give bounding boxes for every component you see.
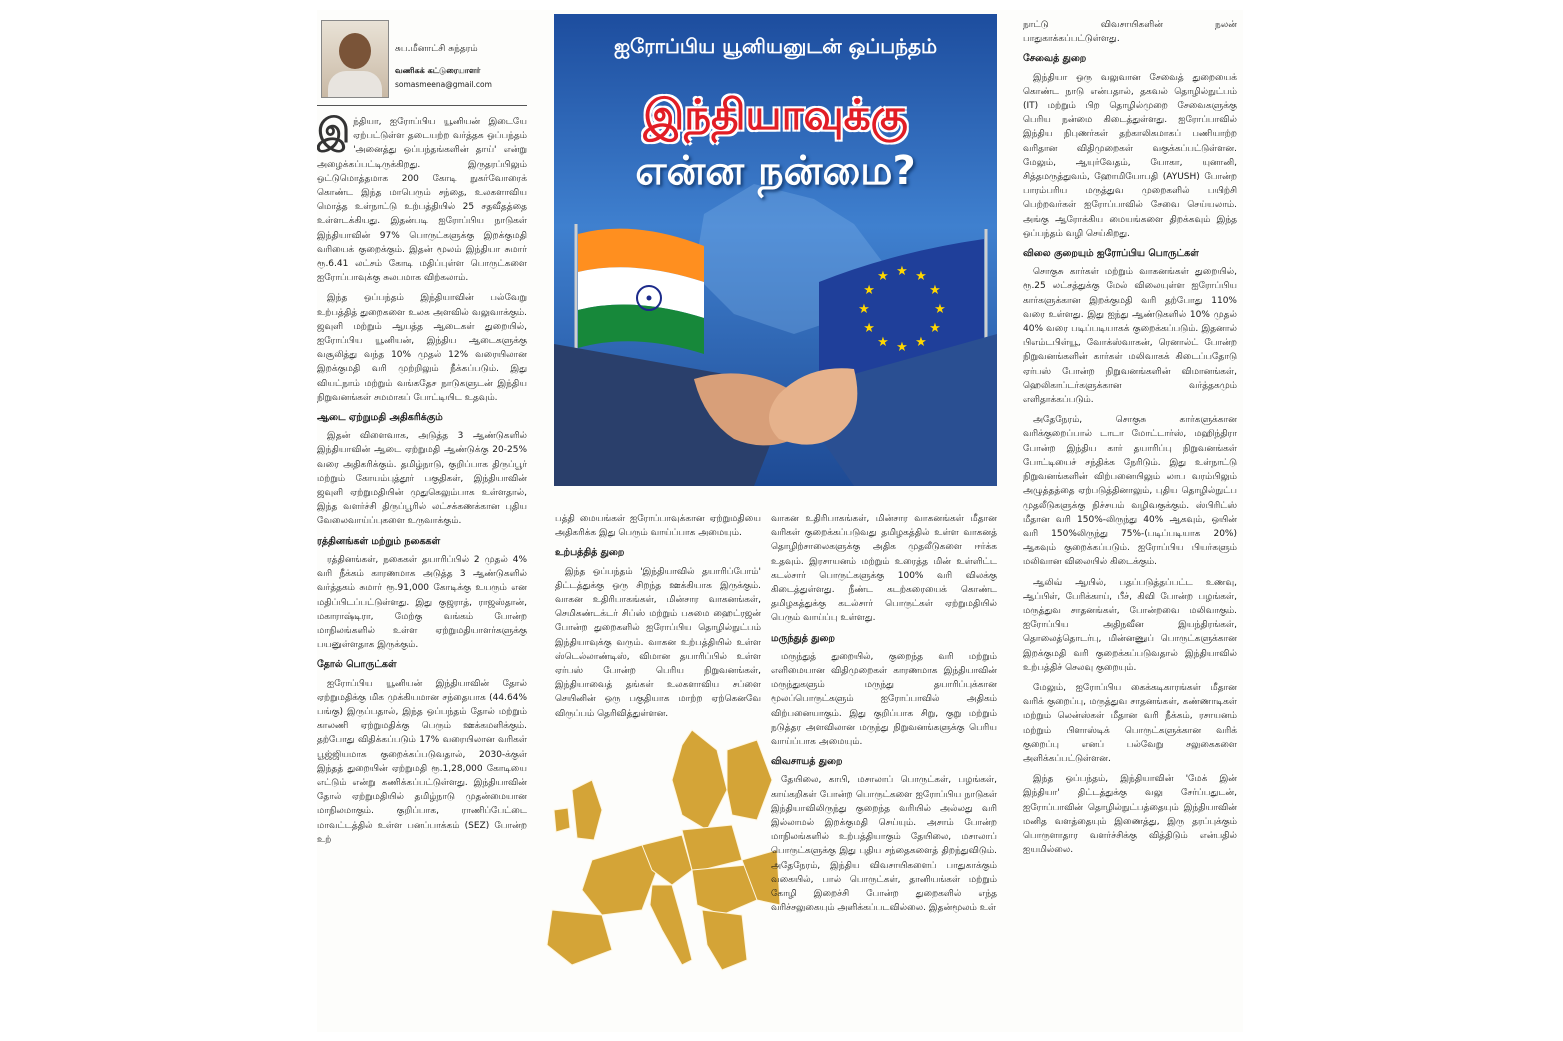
eu-star-icon: ★ bbox=[915, 269, 927, 285]
paragraph: வாகன உதிரிபாகங்கள், மின்சார வாகனங்கள் மீதான வரிகள் குறைக்கப்படுவது தமிழகத்தில் உள்ள வாகனத் தொழிற்சாலைகளுக்கு அதிக முதலீடுகளை ஈர்க்க உதவும். இரசாயனம் மற்றும் உரைத்த மின் உள்ளிட்ட கடல்சார் பொருட்களுக்கு 100% வரி விலக்கு கிடைத்துள்ளது. நீண்ட கடற்கரையைக் கொண்ட தமிழகத்துக்கு கடல்சார் பொருட்கள் ஏற்றுமதியில் பெரும் வாய்ப்பு உள்ளது. bbox=[771, 514, 997, 624]
eu-star-icon: ★ bbox=[915, 334, 927, 350]
eu-star-icon: ★ bbox=[929, 283, 941, 298]
banner-headline-line2: என்ன நன்மை? bbox=[635, 148, 916, 194]
eu-star-icon: ★ bbox=[896, 264, 908, 279]
author-photo bbox=[321, 20, 389, 98]
author-email: somasmeena@gmail.com bbox=[395, 80, 492, 89]
italy bbox=[650, 885, 692, 965]
column-3 bbox=[771, 512, 997, 1027]
subheading: உற்பத்தித் துறை bbox=[555, 547, 625, 559]
paragraph: இதன் விளைவாக, அடுத்த 3 ஆண்டுகளில் இந்தியாவின் ஆடை ஏற்றுமதி ஆண்டுக்கு 20-25% வரை அதிகரிக்கும். தமிழ்நாடு, குறிப்பாக திருப்பூர் மற்றும் கோயம்புத்தூர் பகுதிகள், இந்தியாவின் ஜவுளி ஏற்றுமதியின் முதுகெலும்பாக உள்ளதால், இந்த வளர்ச்சி திருப்பூரில் லட்சக்கணக்கான புதிய வேலைவாய்ப்புகளை உருவாக்கும். bbox=[317, 431, 527, 527]
author-name: சுப.மீனாட்சி சுந்தரம் bbox=[395, 44, 478, 54]
paragraph: பத்தி மையங்கள் ஐரோப்பாவுக்கான ஏற்றுமதியை அதிகரிக்க இது பெரும் வாய்ப்பாக அமையும். bbox=[555, 514, 761, 539]
scandinavia bbox=[672, 730, 727, 830]
banner-artwork bbox=[554, 14, 997, 486]
headline-banner bbox=[554, 14, 997, 486]
eu-star-icon: ★ bbox=[877, 334, 889, 350]
eu-star-icon: ★ bbox=[934, 302, 946, 317]
paragraph: ஐரோப்பிய யூனியன் இந்தியாவின் தோல் ஏற்றுமதிக்கு மிக முக்கியமான சந்தையாக (44.64% பங்கு) இருப்பதால், இந்த ஒப்பந்தம் தோல் மற்றும் காலணி ஏற்றுமதிக்கு பெரும் ஊக்கமளிக்கும். தற்போது விதிக்கப்படும் 17% வரையிலான வரிகள் பூஜ்ஜியமாக குறைக்கப்படுவதால், 2030-க்குள் இந்தத் துறையின் ஏற்றுமதி ரூ.1,28,000 கோடியை எட்டும் என்று கணிக்கப்பட்டுள்ளது. இந்தியாவின் தோல் ஏற்றுமதியில் தமிழ்நாடு முதன்மையான மாநிலமாகும். குறிப்பாக, ராணிப்பேட்டை மாவட்டத்தில் உள்ள பனப்பாக்கம் (SEZ) போன்ற உற் bbox=[317, 678, 527, 845]
poland bbox=[682, 825, 742, 870]
paragraph: இந்த ஒப்பந்தம், இந்தியாவின் 'மேக் இன் இந்தியா' திட்டத்துக்கு வலு சேர்ப்பதுடன், ஐரோப்பாவின் தொழில்நுட்பத்தையும் இந்தியாவின் மனித வளத்தையும் இணைத்து, இரு தரப்புக்கும் பொருளாதார வளர்ச்சிக்கு வித்திடும் என்பதில் ஐயமில்லை. bbox=[1023, 774, 1237, 856]
author-shirt bbox=[328, 71, 382, 98]
europe-map-graphic bbox=[532, 720, 782, 1030]
subheading: சேவைத் துறை bbox=[1023, 53, 1087, 65]
uk bbox=[572, 780, 602, 840]
subheading: விவசாயத் துறை bbox=[771, 756, 843, 768]
europe-map bbox=[532, 720, 782, 1030]
india-flag bbox=[578, 229, 704, 354]
eu-star-icon: ★ bbox=[858, 302, 870, 317]
paragraph: தேயிலை, காபி, மசாலாப் பொருட்கள், பழங்கள், காய்கறிகள் போன்ற பொருட்களை ஐரோப்பிய நாடுகள் இந்தியாவிலிருந்து குறைந்த வரியில் அல்லது வரி இல்லாமல் இறக்குமதி செய்யும். அசாம் போன்ற மாநிலங்களில் உற்பத்தியாகும் தேயிலை, மசாலாப் பொருட்களுக்கு இது புதிய சந்தைகளைத் திறந்துவிடும். அதேநேரம், இந்திய விவசாயிகளைப் பாதுகாக்கும் வகையில், பால் பொருட்கள், தானியங்கள் மற்றும் கோழி இறைச்சி போன்ற துறைகளில் எந்த வரிச்சலுகையும் அளிக்கப்படவில்லை. இதன்மூலம் உள் bbox=[771, 775, 997, 914]
eu-star-icon: ★ bbox=[863, 321, 875, 336]
paragraph: அதேநேரம், சொகுசு கார்களுக்கான வரிக்குறைப்பால் டாடா மோட்டார்ஸ், மஹிந்திரா போன்ற இந்திய கார் தயாரிப்பு நிறுவனங்கள் போட்டியைச் சந்திக்க நேரிடும். இது உள்நாட்டு நிறுவனங்களின் விற்பனையிலும் லாப வரம்பிலும் அழுத்தத்தை ஏற்படுத்தினாலும், புதிய தொழில்நுட்ப முதலீடுகளுக்கு நிச்சயம் வழிவகுக்கும். ஸ்பிரிட்ஸ் மீதான வரி 150%-லிருந்து 40% ஆகவும், ஒயின் வரி 150%லிருந்து 75%-(படிப்படியாக 20%) ஆகவும் குறைக்கப்படும். ஐரோப்பிய பியர்களும் மலிவான விலையில் கிடைக்கும். bbox=[1023, 415, 1237, 568]
author-role: வணிகக் கட்டுரையாளர் bbox=[395, 66, 481, 75]
paragraph: மருந்துத் துறையில், குறைந்த வரி மற்றும் எளிமையான விதிமுறைகள் காரணமாக இந்தியாவின் மருந்துகளும் மருந்து தயாரிப்புக்கான மூலப்பொருட்களும் ஐரோப்பாவில் அதிகம் விற்பனையாகும். இது குறிப்பாக சிறு, குறு மற்றும் நடுத்தர அளவிலான மருந்து நிறுவனங்களுக்கு பெரிய வாய்ப்பாக அமையும். bbox=[771, 651, 997, 748]
ireland bbox=[554, 808, 570, 832]
banner-headline-line1: இந்தியாவுக்கு bbox=[643, 90, 908, 139]
iberia bbox=[547, 910, 612, 965]
subheading: தோல் பொருட்கள் bbox=[317, 659, 397, 671]
author-head bbox=[339, 33, 371, 69]
finland bbox=[727, 740, 772, 820]
subheading: ஆடை ஏற்றுமதி அதிகரிக்கும் bbox=[317, 412, 443, 424]
drop-cap: இ bbox=[317, 115, 351, 151]
paragraph: நாட்டு விவசாயிகளின் நலன் பாதுகாக்கப்பட்டுள்ளது. bbox=[1023, 20, 1237, 45]
paragraph: மேலும், ஐரோப்பிய கைக்கடிகாரங்கள் மீதான வரிக் குறைப்பு, மருத்துவ சாதனங்கள், கண்ணாடிகள் மற்றும் லென்ஸ்கள் மீதான வரி நீக்கம், ரசாயனம் மற்றும் பிளாஸ்டிக் பொருட்களுக்கான வரிக் குறைப்பு எனப் பல்வேறு சலுகைகளை அளிக்கப்பட்டுள்ளன. bbox=[1023, 682, 1237, 764]
author-divider bbox=[317, 105, 527, 106]
eu-star-icon: ★ bbox=[863, 283, 875, 298]
paragraph: ஆலிவ் ஆயில், பதப்படுத்தப்பட்ட உணவு, ஆப்பிள், பேரிக்காய், பீச், கிவி போன்ற பழங்கள், மருத்துவ சாதனங்கள், போன்றவை மலிவாகும். ஐரோப்பிய அதிநவீன இயந்திரங்கள், தொலைத்தொடர்பு, மின்னணுப் பொருட்களுக்கான இறக்குமதி வரி குறைக்கப்படுவதால் இந்தியாவில் உற்பத்திச் செலவு குறையும். bbox=[1023, 577, 1237, 673]
subheading: ரத்தினங்கள் மற்றும் நகைகள் bbox=[317, 535, 441, 547]
subheading: விலை குறையும் ஐரோப்பிய பொருட்கள் bbox=[1023, 248, 1199, 260]
balkans-south bbox=[702, 910, 747, 970]
paragraph: இந்தியா ஒரு வலுவான சேவைத் துறையைக் கொண்ட நாடு என்பதால், தகவல் தொழில்நுட்பம் (IT) மற்றும் பிற தொழில்முறை சேவைகளுக்கு பெரிய நன்மை கிடைத்துள்ளது. ஐரோப்பாவில் இந்திய நிபுணர்கள் தற்காலிகமாகப் பணியாற்ற வரிதான விதிமுறைகள் வகுக்கப்பட்டுள்ளன. மேலும், ஆயுர்வேதம், யோகா, யுனானி, சித்தமருத்துவம், ஹோமியோபதி (AYUSH) போன்ற பாரம்பரிய மருத்துவ முறைகளில் பயிற்சி பெற்றவர்கள் ஐரோப்பாவில் சேவை செய்யலாம். அங்கு ஆரோக்கிய மையங்களை திறக்கவும் இந்த ஒப்பந்தம் வழி செய்கிறது. bbox=[1023, 72, 1237, 239]
paragraph: இந்த ஒப்பந்தம் 'இந்தியாவில் தயாரிப்போம்' திட்டத்துக்கு ஒரு சிறந்த ஊக்கியாக இருக்கும். வாகன உதிரிபாகங்கள், மின்சார வாகனங்கள், செமிகண்டக்டர் சிப்ஸ் மற்றும் பசுமை ஹைட்ரஜன் போன்ற துறைகளில் ஐரோப்பிய தொழில்நுட்பம் இந்தியாவுக்கு வரும். வாகன உற்பத்தியில் உள்ள ஸ்டெல்லாண்டிஸ், விமான தயாரிப்பில் உள்ள ஏர்பஸ் போன்ற பெரிய நிறுவனங்கள், இந்தியாவைத் தங்கள் உலகளாவிய சப்ளை செயினின் ஒரு பகுதியாக மாற்ற ஏற்கெனவே விருப்பம் தெரிவித்துள்ளன. bbox=[555, 566, 761, 719]
subheading: மருந்துத் துறை bbox=[771, 632, 835, 644]
eu-star-icon: ★ bbox=[896, 340, 908, 355]
eu-star-icon: ★ bbox=[877, 269, 889, 285]
banner-kicker: ஐரோப்பிய யூனியனுடன் ஒப்பந்தம் bbox=[613, 34, 938, 58]
paragraph: இந்த ஒப்பந்தம் இந்தியாவின் பல்வேறு உற்பத்தித் துறைகளை உலக அளவில் வலுவாக்கும். ஜவுளி மற்றும் ஆயத்த ஆடைகள் துறையில், ஐரோப்பிய யூனியன், இந்திய ஆடைகளுக்கு வசூலித்து வந்த 10% முதல் 12% வரையிலான இறக்குமதி வரி முற்றிலும் நீக்கப்படும். இது வியட்நாம் மற்றும் வங்கதேச நாடுகளுடன் இந்திய நிறுவனங்கள் சமமாகப் போட்டியிட உதவும். bbox=[317, 293, 527, 403]
column-4 bbox=[1023, 18, 1237, 1028]
paragraph: சொகுசு கார்கள் மற்றும் வாகனங்கள் துறையில், ரூ.25 லட்சத்துக்கு மேல் விலையுள்ள ஐரோப்பிய கார்களுக்கான இறக்குமதி வரி தற்போது 110% வரை உள்ளது. இது ஐந்து ஆண்டுகளில் 10% முதல் 40% வரை படிப்படியாகக் குறைக்கப்படும். இதனால் பிஎம்டபிள்யூ, வோக்ஸ்வாகன், ரெனால்ட் போன்ற நிறுவனங்களின் கார்கள் மலிவாகக் கிடைப்பதோடு ஏர்பஸ் போன்ற நிறுவனங்களின் விமானங்கள், ஹெலிகாப்டர்களுக்கான வர்த்தகமும் எளிதாக்கப்படும். bbox=[1023, 267, 1237, 406]
paragraph: ரத்தினங்கள், நகைகள் தயாரிப்பில் 2 முதல் 4% வரி நீக்கம் காரணமாக அடுத்த 3 ஆண்டுகளில் வர்த்தகம் சுமார் ரூ.91,000 கோடிக்கு உயரும் என மதிப்பிடப்பட்டுள்ளது. இது குஜராத், ராஜஸ்தான், மகாராஷ்டிரா, மேற்கு வங்கம் போன்ற மாநிலங்களில் உள்ள ஏற்றுமதியாளர்களுக்கு பயனுள்ளதாக இருக்கும். bbox=[317, 554, 527, 651]
eu-star-icon: ★ bbox=[929, 321, 941, 336]
intro-paragraph: ந்தியா, ஐரோப்பிய யூனியன் இடையே ஏற்பட்டுள்ள தடையற்ற வர்த்தக ஒப்பந்தம் 'அனைத்து ஒப்பந்தங்களின் தாய்' என்று அழைக்கப்பட்டிருக்கிறது. இருதரப்பிலும் ஒட்டுமொத்தமாக 200 கோடி நுகர்வோரைக் கொண்ட இந்த மாபெரும் சந்தை, உலகளாவிய மொத்த உள்நாட்டு உற்பத்தியில் 25 சதவீதத்தை உள்ளடக்கியது. இதன்படி ஐரோப்பிய நாடுகள் இந்தியாவின் 97% பொருட்களுக்கு இறக்குமதி வரியைக் குறைக்கும். இதன் மூலம் இந்தியா சுமார் ரூ.6.41 லட்சம் கோடி மதிப்புள்ள பொருட்களை ஐரோப்பாவுக்கு சுலபமாக விற்கலாம். bbox=[317, 117, 527, 284]
newspaper-page bbox=[317, 10, 1243, 1032]
column-1 bbox=[317, 115, 527, 1030]
author-block bbox=[317, 16, 527, 104]
